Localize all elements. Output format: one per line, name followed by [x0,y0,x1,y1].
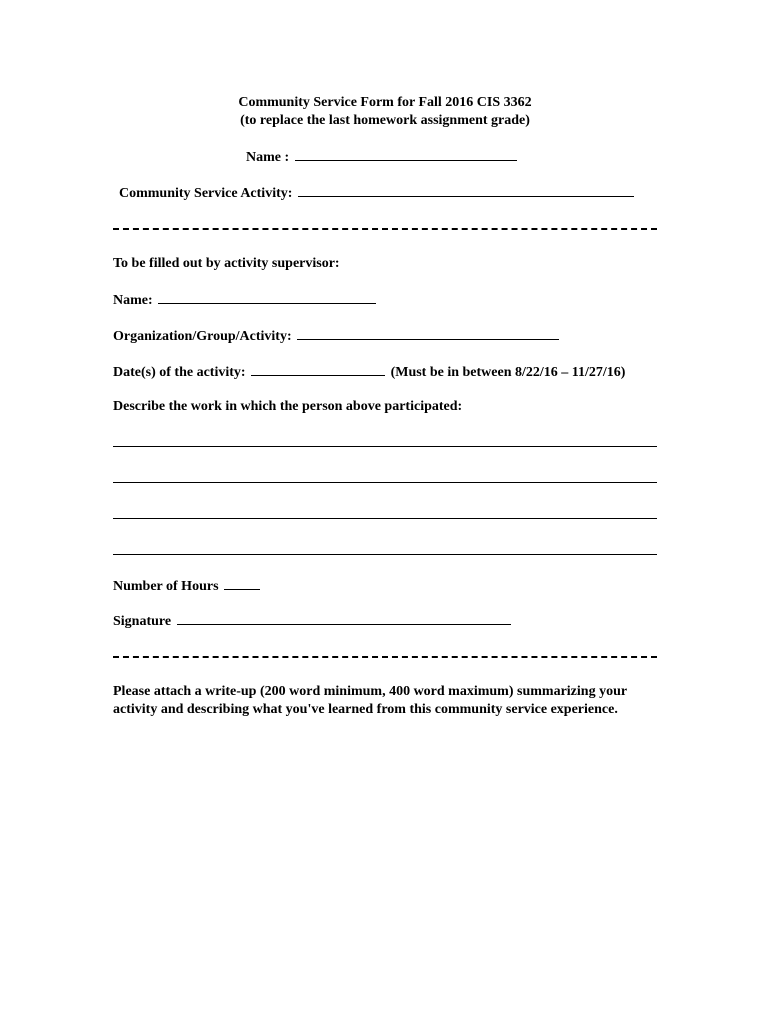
supervisor-name-label: Name: [113,293,153,308]
dates-label: Date(s) of the activity: [113,365,246,380]
activity-field[interactable] [298,183,634,197]
write-up-instructions: Please attach a write-up (200 word minimum, 400 word maximum) summarizing your activity and describing what you've learned from this community service experience. [113,684,627,717]
description-line-2[interactable] [113,482,657,483]
organization-field[interactable] [297,326,559,340]
organization-label: Organization/Group/Activity: [113,329,292,344]
student-name-row [246,147,519,167]
form-title: Community Service Form for Fall 2016 CIS 3362 [238,95,532,110]
organization-row [113,326,561,346]
student-name-label: Name : [246,150,290,165]
signature-row [113,611,513,631]
form-subtitle: (to replace the last homework assignment grade) [240,113,530,128]
section-divider-bottom [113,656,657,658]
supervisor-name-field[interactable] [158,290,376,304]
description-line-4[interactable] [113,554,657,555]
supervisor-heading: To be filled out by activity supervisor: [113,256,340,271]
dates-field[interactable] [251,362,385,376]
student-name-field[interactable] [295,147,517,161]
hours-field[interactable] [224,576,260,590]
supervisor-name-row [113,290,378,310]
description-line-1[interactable] [113,446,657,447]
signature-label: Signature [113,614,172,629]
hours-label: Number of Hours [113,579,219,594]
description-line-3[interactable] [113,518,657,519]
dates-row [113,362,625,382]
hours-row [113,576,262,596]
dates-note: (Must be in between 8/22/16 – 11/27/16) [390,365,626,380]
signature-field[interactable] [177,611,511,625]
describe-label: Describe the work in which the person above participated: [113,399,463,414]
section-divider-top [113,228,657,230]
activity-label: Community Service Activity: [119,186,293,201]
activity-row [119,183,636,203]
